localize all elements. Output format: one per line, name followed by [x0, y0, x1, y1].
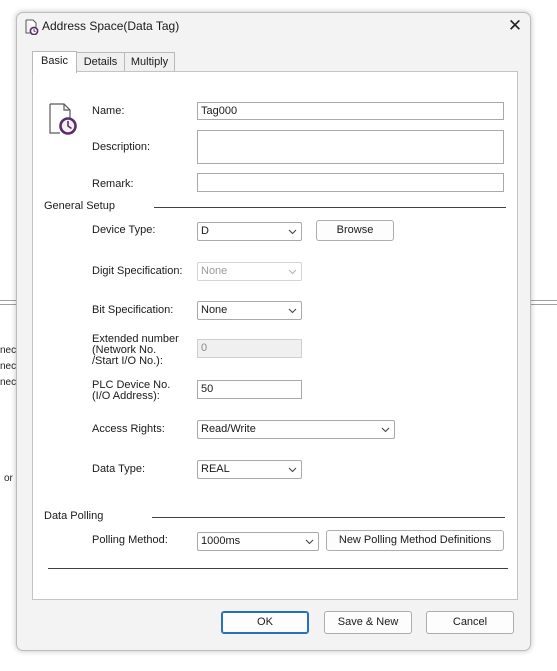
tab-details[interactable]: Details [76, 52, 125, 71]
background-rule [0, 304, 16, 305]
data-type-dropdown[interactable] [197, 460, 302, 479]
background-rule [530, 300, 557, 301]
device-type-dropdown[interactable] [197, 222, 302, 241]
background-text: or [4, 473, 13, 484]
address-space-dialog [16, 12, 531, 651]
cancel-button[interactable]: Cancel [426, 611, 514, 634]
chevron-down-icon [305, 537, 314, 546]
polling-method-dropdown[interactable] [197, 532, 319, 551]
plc-device-no-label: PLC Device No. (I/O Address): [92, 379, 171, 402]
chevron-down-icon [288, 465, 297, 474]
digit-specification-value: None [201, 265, 228, 277]
extended-number-label: Extended number (Network No. /Start I/O No.): [92, 333, 179, 367]
section-divider [154, 207, 506, 208]
title-bar[interactable] [17, 13, 530, 41]
section-divider [152, 517, 505, 518]
data-type-label: Data Type: [92, 463, 145, 475]
bit-specification-label: Bit Specification: [92, 304, 174, 316]
remark-field[interactable] [197, 173, 504, 192]
device-type-label: Device Type: [92, 224, 156, 236]
new-polling-method-definitions-button[interactable]: New Polling Method Definitions [326, 530, 504, 551]
chevron-down-icon [288, 306, 297, 315]
tab-basic[interactable]: Basic [32, 51, 77, 73]
polling-method-value: 1000ms [201, 535, 241, 547]
access-rights-label: Access Rights: [92, 423, 165, 435]
name-label: Name: [92, 105, 125, 117]
description-field[interactable] [197, 130, 504, 164]
background-rule [530, 304, 557, 305]
bit-specification-dropdown[interactable] [197, 301, 302, 320]
tag-document-clock-icon [47, 102, 77, 136]
section-divider [48, 568, 508, 569]
background-text: nec [0, 361, 17, 372]
extended-number-field: 0 [197, 339, 302, 358]
close-button[interactable]: ✕ [507, 16, 523, 35]
background-rule [0, 300, 16, 301]
chevron-down-icon [288, 227, 297, 236]
chevron-down-icon [381, 425, 390, 434]
general-setup-heading: General Setup [44, 200, 115, 212]
data-polling-heading: Data Polling [44, 510, 104, 522]
save-and-new-button[interactable]: Save & New [324, 611, 412, 634]
background-text: nec [0, 377, 17, 388]
plc-device-no-field[interactable]: 50 [197, 380, 302, 399]
remark-label: Remark: [92, 178, 134, 190]
tag-clock-icon [23, 19, 39, 35]
basic-tab-panel [32, 71, 518, 600]
bit-specification-value: None [201, 304, 228, 316]
digit-specification-dropdown [197, 262, 302, 281]
polling-method-label: Polling Method: [92, 534, 168, 546]
tab-multiply[interactable]: Multiply [124, 52, 175, 71]
chevron-down-icon [288, 267, 297, 276]
data-type-value: REAL [201, 463, 230, 475]
description-label: Description: [92, 141, 151, 153]
name-field[interactable]: Tag000 [197, 102, 504, 120]
digit-specification-label: Digit Specification: [92, 265, 183, 277]
access-rights-value: Read/Write [201, 423, 256, 435]
device-type-value: D [201, 225, 209, 237]
background-text: nec [0, 345, 17, 356]
dialog-title: Address Space(Data Tag) [42, 19, 180, 33]
ok-button[interactable]: OK [221, 611, 309, 634]
browse-button[interactable]: Browse [316, 220, 394, 241]
access-rights-dropdown[interactable] [197, 420, 395, 439]
